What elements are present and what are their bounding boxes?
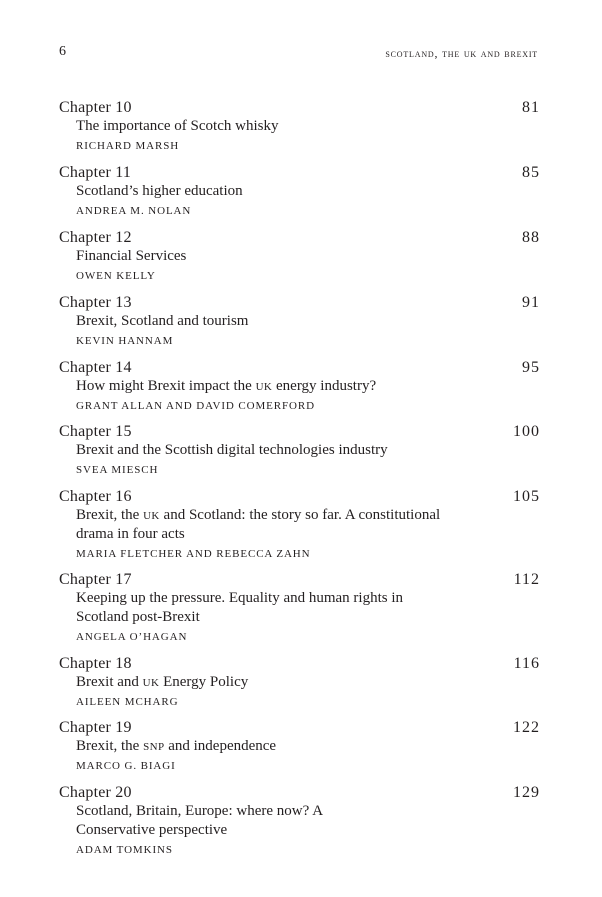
chapter-author: GRANT ALLAN AND DAVID COMERFORD — [76, 400, 315, 412]
chapter-label: Chapter 19 — [59, 719, 132, 736]
chapter-label: Chapter 10 — [59, 99, 132, 116]
toc-entry-chapter-13[interactable] — [59, 293, 540, 358]
toc-entry-chapter-10[interactable] — [59, 98, 540, 163]
page-reference: 85 — [522, 164, 540, 181]
page-reference: 95 — [522, 359, 540, 376]
chapter-label: Chapter 16 — [59, 488, 132, 505]
page-reference: 100 — [513, 423, 540, 440]
chapter-title: Brexit and the Scottish digital technologies industry — [76, 442, 388, 458]
page-reference: 81 — [522, 99, 540, 116]
table-of-contents — [59, 98, 540, 867]
page-reference: 116 — [513, 655, 540, 672]
chapter-label: Chapter 18 — [59, 655, 132, 672]
running-title: scotland, the uk and brexit — [385, 46, 538, 60]
chapter-title: How might Brexit impact the uk energy industry? — [76, 378, 377, 394]
toc-entry-chapter-17[interactable] — [59, 570, 540, 654]
page-reference: 112 — [513, 571, 540, 588]
page-reference: 91 — [522, 294, 540, 311]
chapter-title: Scotland, Britain, Europe: where now? A Conservative perspective — [76, 803, 323, 838]
chapter-author: ANGELA O’HAGAN — [76, 631, 188, 643]
toc-entry-chapter-16[interactable] — [59, 487, 540, 570]
chapter-label: Chapter 14 — [59, 359, 132, 376]
page-reference: 129 — [513, 784, 540, 801]
chapter-title: Financial Services — [76, 248, 187, 264]
chapter-author: MARCO G. BIAGI — [76, 760, 176, 772]
chapter-title: Keeping up the pressure. Equality and human rights in Scotland post-Brexit — [76, 590, 404, 625]
chapter-author: AILEEN MCHARG — [76, 696, 179, 708]
chapter-label: Chapter 13 — [59, 294, 132, 311]
chapter-author: ANDREA M. NOLAN — [76, 205, 192, 217]
toc-entry-chapter-18[interactable] — [59, 654, 540, 718]
chapter-author: ADAM TOMKINS — [76, 844, 173, 856]
chapter-title: Brexit, the uk and Scotland: the story so far. A constitutional drama in four acts — [76, 507, 441, 542]
chapter-title: Brexit, Scotland and tourism — [76, 313, 249, 329]
chapter-author: SVEA MIESCH — [76, 464, 159, 476]
chapter-title: The importance of Scotch whisky — [76, 118, 279, 134]
page-reference: 105 — [513, 488, 540, 505]
toc-entry-chapter-19[interactable] — [59, 718, 540, 783]
chapter-author: KEVIN HANNAM — [76, 335, 174, 347]
chapter-label: Chapter 12 — [59, 229, 132, 246]
chapter-title: Brexit, the snp and independence — [76, 738, 277, 754]
chapter-label: Chapter 20 — [59, 784, 132, 801]
toc-entry-chapter-20[interactable] — [59, 783, 540, 867]
chapter-author: OWEN KELLY — [76, 270, 156, 282]
page-reference: 88 — [522, 229, 540, 246]
chapter-label: Chapter 17 — [59, 571, 132, 588]
toc-entry-chapter-15[interactable] — [59, 422, 540, 487]
page-header — [59, 44, 538, 62]
page-number: 6 — [59, 44, 66, 59]
chapter-title: Scotland’s higher education — [76, 183, 243, 199]
page-reference: 122 — [513, 719, 540, 736]
chapter-author: MARIA FLETCHER AND REBECCA ZAHN — [76, 548, 311, 560]
chapter-author: RICHARD MARSH — [76, 140, 180, 152]
toc-entry-chapter-11[interactable] — [59, 163, 540, 228]
chapter-label: Chapter 15 — [59, 423, 132, 440]
chapter-label: Chapter 11 — [59, 164, 132, 181]
chapter-title: Brexit and uk Energy Policy — [76, 674, 249, 690]
toc-entry-chapter-12[interactable] — [59, 228, 540, 293]
toc-entry-chapter-14[interactable] — [59, 358, 540, 422]
